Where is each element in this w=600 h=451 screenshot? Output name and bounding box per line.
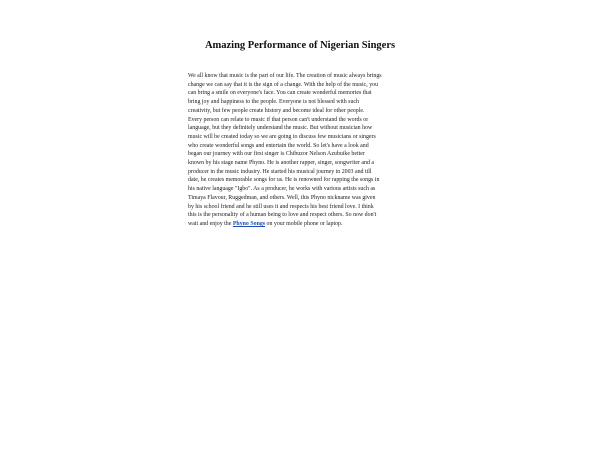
paragraph-line: change we can say that it is the sign of a change. With the help of the music, you: [188, 81, 379, 88]
paragraph-line: date, he creates memorable songs for us. He is renowned for rapping the songs in: [188, 177, 380, 184]
last-line-before-link: wait and enjoy the: [188, 220, 233, 227]
paragraph-line: language, but they definitely understand the music. But without musician how: [188, 125, 373, 132]
paragraph-line: his native language "Igbo". As a producer, he works with various artists such as: [188, 186, 376, 193]
paragraph-line: known by his stage name Phyno. He is another rapper, singer, songwriter and a: [188, 160, 375, 167]
paragraph-line: can bring a smile on everyone's face. You can create wonderful memories that: [188, 90, 372, 97]
phyno-songs-link[interactable]: Phyno Songs: [232, 220, 266, 227]
paragraph-line: by his school friend and he still uses it and respects his best friend love. I think: [188, 203, 374, 210]
last-line-after-link: on your mobile phone or laptop.: [265, 220, 343, 227]
paragraph-line: Timaya Flavour, Ruggedman, and others. Well, this Phyno nickname was given: [188, 194, 376, 201]
body-paragraph: [188, 72, 415, 229]
paragraph-line: creativity, but few people create history and become ideal for other people.: [188, 107, 365, 114]
paragraph-line: music will be created today so we are going to discuss few musicians or singers: [188, 133, 376, 140]
paragraph-line: We all know that music is the part of our life. The creation of music always brings: [188, 73, 382, 79]
paragraph-line: who create wonderful songs and entertain the world. So let's have a look and: [188, 142, 369, 149]
document-title: Amazing Performance of Nigerian Singers: [204, 40, 396, 51]
paragraph-line: began our journey with our first singer is Chibuzor Nelson Azubuike better: [188, 151, 365, 158]
paragraph-line: producer in the music industry. He started his musical journey in 2003 and till: [188, 168, 372, 175]
paragraph-last-line: [188, 220, 415, 229]
paragraph-line: this is the personality of a human being to love and respect others. So now don't: [188, 212, 377, 219]
paragraph-line: bring joy and happiness to the people. Everyone is not blessed with such: [188, 99, 359, 106]
paragraph-line: Every person can relate to music if that person can't understand the words or: [188, 116, 369, 123]
